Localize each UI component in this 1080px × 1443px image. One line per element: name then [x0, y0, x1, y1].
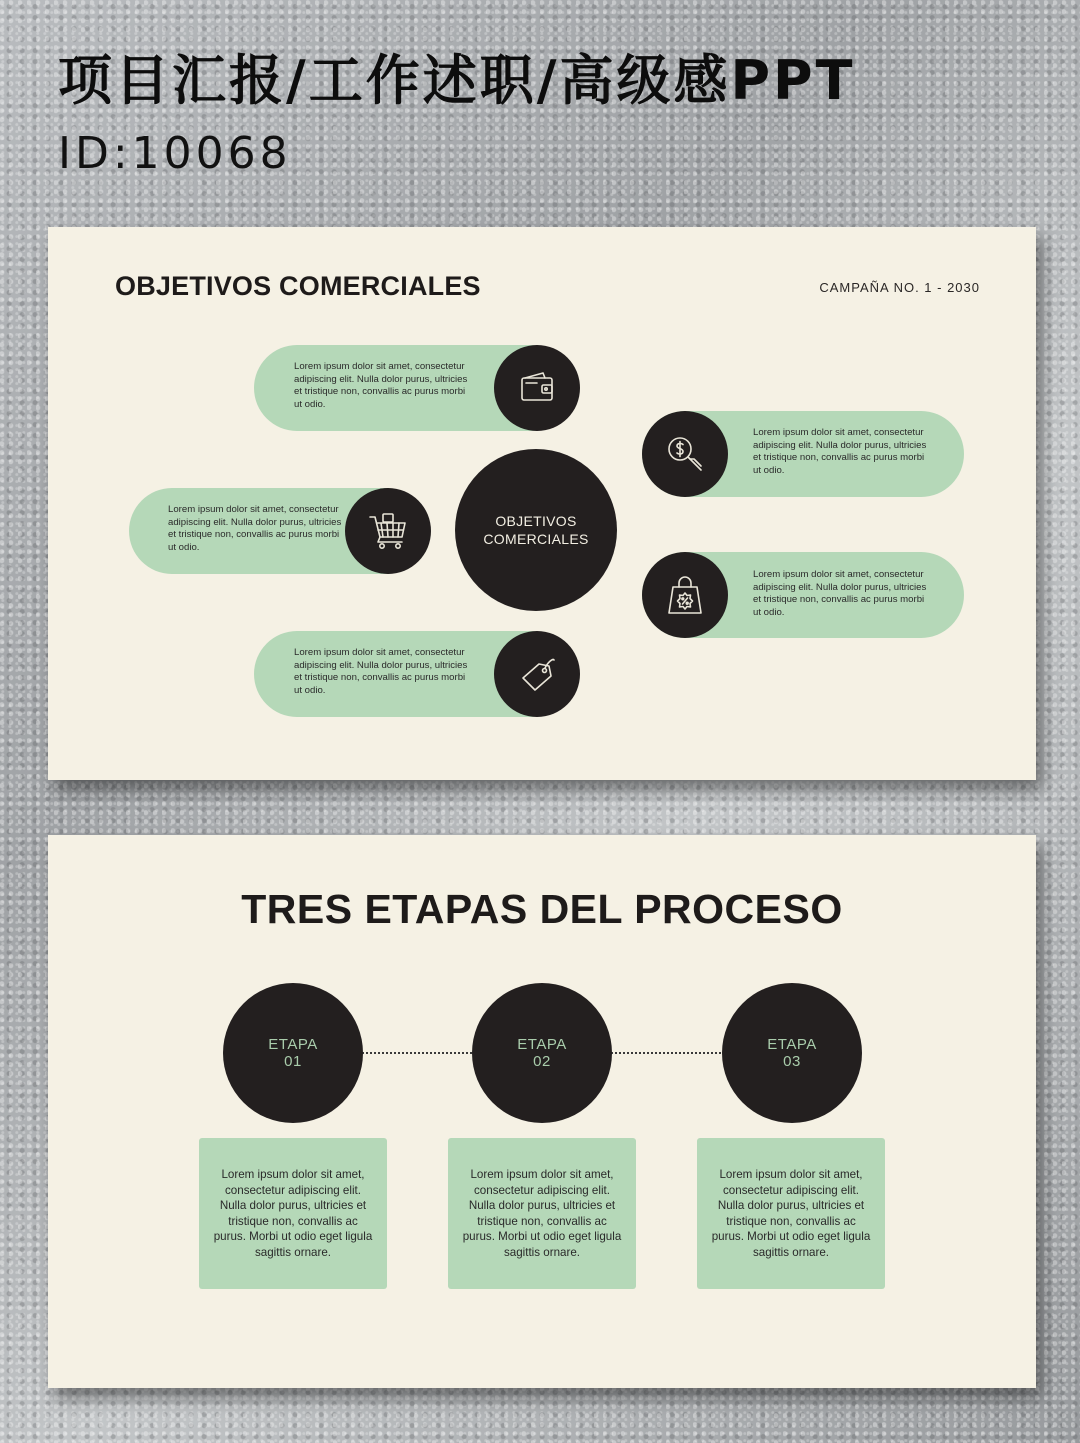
- stage-circle-01: [223, 983, 363, 1123]
- objective-text-cart: Lorem ipsum dolor sit amet, consectetur adipiscing elit. Nulla dolor purus, ultricies et tristique non, convallis ac purus morbi ut odio.: [168, 504, 342, 553]
- stage-label: ETAPA: [268, 1036, 318, 1053]
- stage-number: 02: [533, 1053, 551, 1070]
- objective-icon-circle-dollar-search: [642, 411, 728, 497]
- connector-line: [611, 1052, 721, 1054]
- objective-text-dollar-search: Lorem ipsum dolor sit amet, consectetur adipiscing elit. Nulla dolor purus, ultricies et tristique non, convallis ac purus morbi ut odio.: [753, 427, 927, 476]
- objective-icon-circle-tag: [494, 631, 580, 717]
- stage-label: ETAPA: [517, 1036, 567, 1053]
- stage-box-01: [199, 1138, 387, 1289]
- stage-description: Lorem ipsum dolor sit amet, consectetur adipiscing elit. Nulla dolor purus, ultricies et tristique non, convallis ac purus. Morbi ut odio eget ligula sagittis ornare.: [213, 1168, 373, 1259]
- stage-label: ETAPA: [767, 1036, 817, 1053]
- stage-box-03: [697, 1138, 885, 1289]
- stage-circle-02: [472, 983, 612, 1123]
- objective-text-discount-bag: Lorem ipsum dolor sit amet, consectetur adipiscing elit. Nulla dolor purus, ultricies et tristique non, convallis ac purus morbi ut odio.: [753, 569, 927, 618]
- objective-text-wallet: Lorem ipsum dolor sit amet, consectetur adipiscing elit. Nulla dolor purus, ultricies et tristique non, convallis ac purus morbi ut odio.: [294, 361, 468, 410]
- slide-objetivos: [48, 227, 1036, 780]
- slide-title: OBJETIVOS COMERCIALES: [115, 271, 481, 301]
- stage-description: Lorem ipsum dolor sit amet, consectetur adipiscing elit. Nulla dolor purus, ultricies et tristique non, convallis ac purus. Morbi ut odio eget ligula sagittis ornare.: [462, 1168, 622, 1259]
- stage-circle-03: [722, 983, 862, 1123]
- slide-title: TRES ETAPAS DEL PROCESO: [241, 886, 843, 932]
- slide-etapas: [48, 835, 1036, 1388]
- discount-bag-icon: [663, 573, 707, 617]
- center-circle: [455, 449, 617, 611]
- connector-line: [362, 1052, 472, 1054]
- stage-number: 03: [783, 1053, 801, 1070]
- dollar-search-icon: [663, 432, 707, 476]
- campaign-label: CAMPAÑA NO. 1 - 2030: [819, 280, 980, 295]
- objective-text-tag: Lorem ipsum dolor sit amet, consectetur adipiscing elit. Nulla dolor purus, ultricies et tristique non, convallis ac purus morbi ut odio.: [294, 647, 468, 696]
- objective-icon-circle-wallet: [494, 345, 580, 431]
- objective-icon-circle-cart: [345, 488, 431, 574]
- stage-box-02: [448, 1138, 636, 1289]
- banner-title: 项目汇报/工作述职/高级感PPT: [58, 49, 856, 112]
- stage-number: 01: [284, 1053, 302, 1070]
- price-tag-icon: [517, 654, 557, 694]
- stage-description: Lorem ipsum dolor sit amet, consectetur adipiscing elit. Nulla dolor purus, ultricies et tristique non, convallis ac purus. Morbi ut odio eget ligula sagittis ornare.: [711, 1168, 871, 1259]
- shopping-cart-icon: [366, 509, 410, 553]
- wallet-icon: [517, 368, 557, 408]
- center-label: OBJETIVOS COMERCIALES: [483, 513, 589, 547]
- banner-id: ID:10068: [58, 128, 292, 179]
- objective-icon-circle-discount-bag: [642, 552, 728, 638]
